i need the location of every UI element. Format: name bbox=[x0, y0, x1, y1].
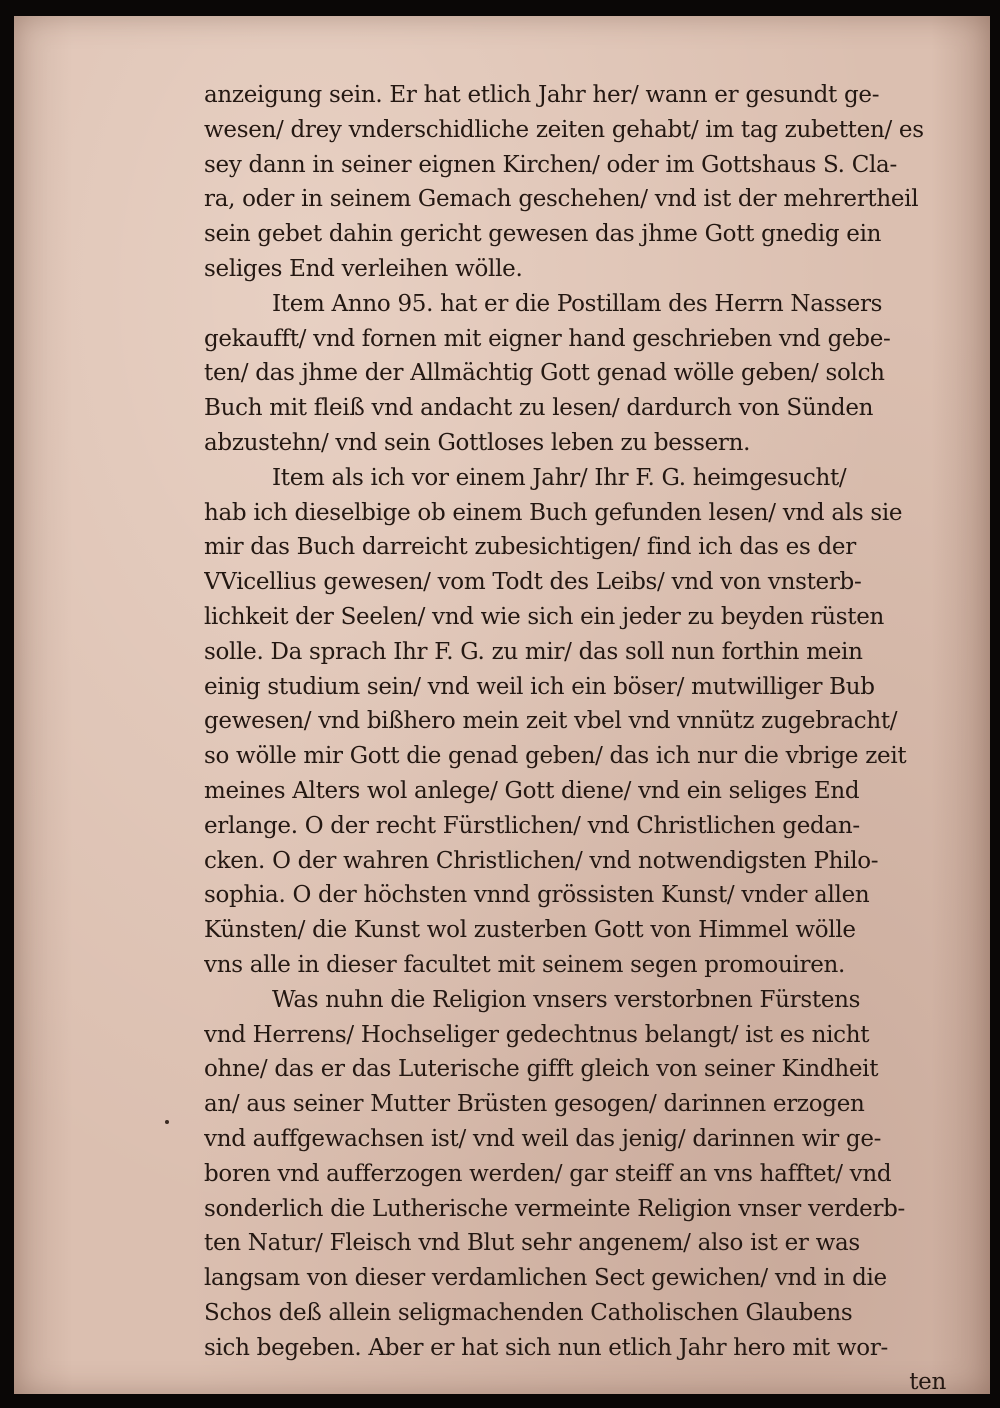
text-line: cken. O der wahren Christlichen/ vnd notwendigsten Philo- bbox=[204, 847, 879, 874]
text-line: so wölle mir Gott die genad geben/ das ich nur die vbrige zeit bbox=[204, 743, 907, 770]
text-line: abzustehn/ vnd sein Gottloses leben zu bessern. bbox=[204, 429, 751, 456]
paragraph-start-line: Was nuhn die Religion vnsers verstorbnen Fürstens bbox=[272, 986, 861, 1013]
ink-speck bbox=[165, 1120, 169, 1124]
text-line: sonderlich die Lutherische vermeinte Religion vnser verderb- bbox=[204, 1195, 906, 1222]
text-line: hab ich dieselbige ob einem Buch gefunden lesen/ vnd als sie bbox=[204, 499, 903, 526]
text-line: meines Alters wol anlege/ Gott diene/ vnd ein seliges End bbox=[204, 777, 860, 804]
text-line: sophia. O der höchsten vnnd grössisten Kunst/ vnder allen bbox=[204, 882, 870, 909]
catchword: ten bbox=[909, 1369, 946, 1396]
paragraph-start-line: Item als ich vor einem Jahr/ Ihr F. G. heimgesucht/ bbox=[272, 464, 847, 491]
page-text-block bbox=[204, 78, 974, 1400]
text-line: lichkeit der Seelen/ vnd wie sich ein jeder zu beyden rüsten bbox=[204, 603, 885, 630]
text-line: anzeigung sein. Er hat etlich Jahr her/ wann er gesundt ge- bbox=[204, 82, 880, 108]
text-line: VVicellius gewesen/ vom Todt des Leibs/ vnd von vnsterb- bbox=[204, 569, 862, 596]
text-line: an/ aus seiner Mutter Brüsten gesogen/ darinnen erzogen bbox=[204, 1091, 865, 1118]
paragraph-start-line: Item Anno 95. hat er die Postillam des Herrn Nassers bbox=[272, 290, 883, 317]
text-line: ten Natur/ Fleisch vnd Blut sehr angenem/ also ist er was bbox=[204, 1230, 860, 1257]
text-line: einig studium sein/ vnd weil ich ein böser/ mutwilliger Bub bbox=[204, 673, 875, 700]
text-line: ten/ das jhme der Allmächtig Gott genad wölle geben/ solch bbox=[204, 360, 885, 387]
text-line: Buch mit fleiß vnd andacht zu lesen/ dardurch von Sünden bbox=[204, 395, 874, 422]
text-line: solle. Da sprach Ihr F. G. zu mir/ das soll nun forthin mein bbox=[204, 638, 863, 665]
text-line: vnd auffgewachsen ist/ vnd weil das jenig/ darinnen wir ge- bbox=[204, 1125, 882, 1152]
text-line: seliges End verleihen wölle. bbox=[204, 255, 523, 282]
text-line: sein gebet dahin gericht gewesen das jhme Gott gnedig ein bbox=[204, 221, 882, 248]
text-line: gewesen/ vnd bißhero mein zeit vbel vnd vnnütz zugebracht/ bbox=[204, 708, 898, 735]
text-line: ohne/ das er das Luterische gifft gleich von seiner Kindheit bbox=[204, 1056, 879, 1083]
book-page bbox=[14, 16, 990, 1394]
text-line: ra, oder in seinem Gemach geschehen/ vnd ist der mehrertheil bbox=[204, 186, 919, 213]
text-line: sich begeben. Aber er hat sich nun etlich Jahr hero mit wor- bbox=[204, 1334, 888, 1361]
text-line: boren vnd aufferzogen werden/ gar steiff an vns hafftet/ vnd bbox=[204, 1160, 892, 1187]
text-line: langsam von dieser verdamlichen Sect gewichen/ vnd in die bbox=[204, 1265, 887, 1292]
text-line: vns alle in dieser facultet mit seinem segen promouiren. bbox=[204, 951, 846, 978]
text-line: Schos deß allein seligmachenden Catholischen Glaubens bbox=[204, 1299, 853, 1326]
text-line: wesen/ drey vnderschidliche zeiten gehabt/ im tag zubetten/ es bbox=[204, 116, 924, 143]
text-line: Künsten/ die Kunst wol zusterben Gott von Himmel wölle bbox=[204, 917, 856, 944]
text-line: vnd Herrens/ Hochseliger gedechtnus belangt/ ist es nicht bbox=[204, 1021, 870, 1048]
text-line: sey dann in seiner eignen Kirchen/ oder im Gottshaus S. Cla- bbox=[204, 151, 897, 178]
text-line: gekaufft/ vnd fornen mit eigner hand geschrieben vnd gebe- bbox=[204, 325, 891, 352]
text-line: erlange. O der recht Fürstlichen/ vnd Christlichen gedan- bbox=[204, 812, 860, 839]
text-line: mir das Buch darreicht zubesichtigen/ find ich das es der bbox=[204, 534, 856, 561]
